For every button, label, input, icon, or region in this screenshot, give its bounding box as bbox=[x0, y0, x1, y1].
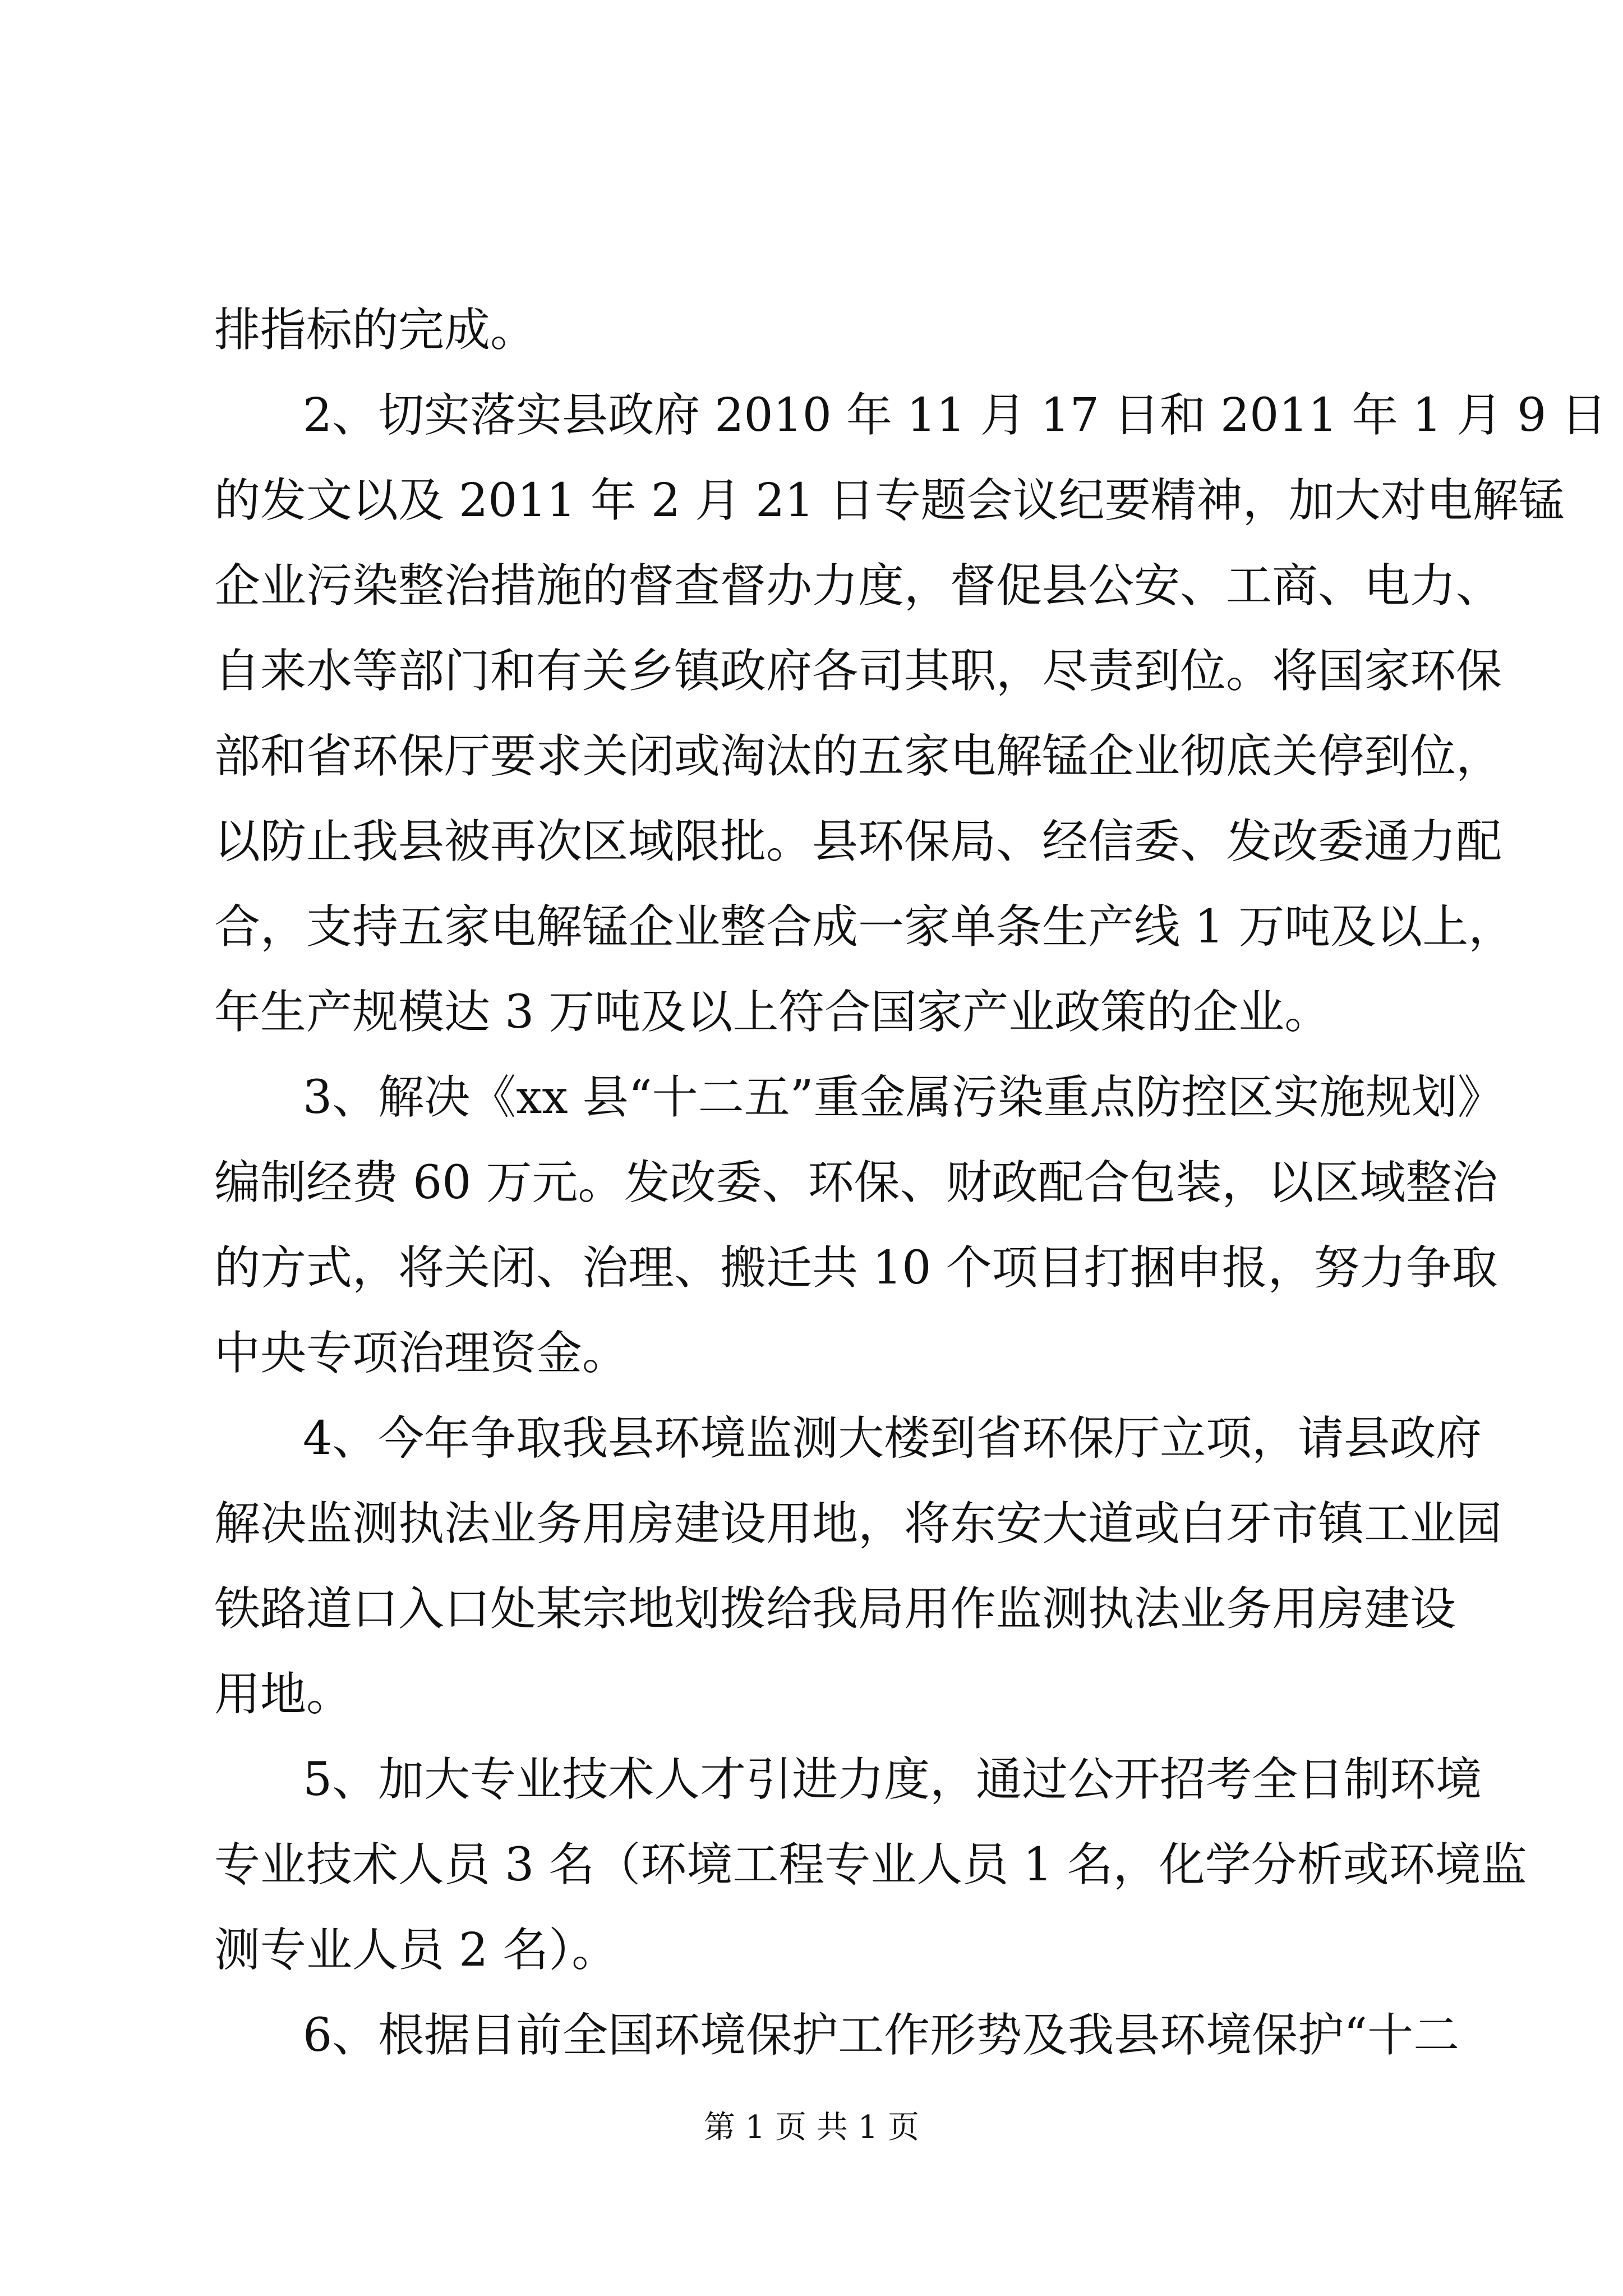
paragraph-3-line: 3、解决《xx 县“十二五”重金属污染重点防控区实施规划》 bbox=[303, 1071, 1504, 1124]
paragraph-5-line: 5、加大专业技术人才引进力度，通过公开招考全日制环境 bbox=[303, 1753, 1482, 1806]
text-line: 铁路道口入口处某宗地划拨给我局用作监测执法业务用房建设 bbox=[214, 1582, 1456, 1636]
page-number-footer: 第 1 页 共 1 页 bbox=[703, 2109, 920, 2146]
paragraph-2-line: 2、切实落实县政府 2010 年 11 月 17 日和 2011 年 1 月 9 日 bbox=[303, 389, 1607, 442]
text-line: 部和省环保厅要求关闭或淘汰的五家电解锰企业彻底关停到位， bbox=[214, 730, 1502, 783]
text-line: 解决监测执法业务用房建设用地，将东安大道或白牙市镇工业园 bbox=[214, 1497, 1502, 1550]
text-line: 以防止我县被再次区域限批。县环保局、经信委、发改委通力配 bbox=[214, 815, 1502, 868]
text-line: 合，支持五家电解锰企业整合成一家单条生产线 1 万吨及以上， bbox=[214, 900, 1515, 954]
text-line: 的方式，将关闭、治理、搬迁共 10 个项目打捆申报，努力争取 bbox=[214, 1241, 1498, 1295]
text-line: 排指标的完成。 bbox=[214, 303, 537, 357]
text-line: 专业技术人员 3 名（环境工程专业人员 1 名，化学分析或环境监 bbox=[214, 1838, 1527, 1892]
text-line: 自来水等部门和有关乡镇政府各司其职，尽责到位。将国家环保 bbox=[214, 645, 1502, 698]
paragraph-6-line: 6、根据目前全国环境保护工作形势及我县环境保护“十二 bbox=[303, 2009, 1460, 2062]
text-line: 的发文以及 2011 年 2 月 21 日专题会议纪要精神，加大对电解锰 bbox=[214, 474, 1565, 527]
paragraph-4-line: 4、今年争取我县环境监测大楼到省环保厅立项，请县政府 bbox=[303, 1412, 1482, 1465]
text-line: 测专业人员 2 名）。 bbox=[214, 1924, 618, 1977]
text-line: 年生产规模达 3 万吨及以上符合国家产业政策的企业。 bbox=[214, 986, 1331, 1039]
text-line: 编制经费 60 万元。发改委、环保、财政配合包装，以区域整治 bbox=[214, 1156, 1498, 1209]
text-line: 企业污染整治措施的督查督办力度，督促县公安、工商、电力、 bbox=[214, 559, 1502, 613]
text-line: 中央专项治理资金。 bbox=[214, 1327, 629, 1380]
text-line: 用地。 bbox=[214, 1668, 353, 1721]
